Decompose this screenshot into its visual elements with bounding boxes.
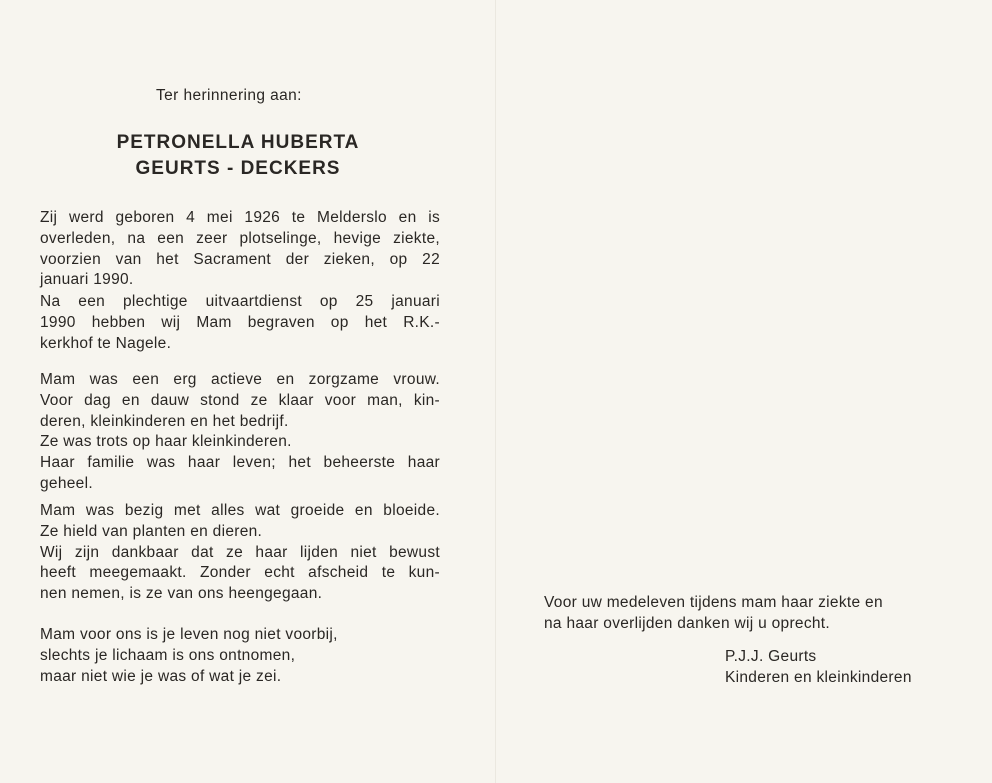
text-line: kerkhof te Nagele. <box>40 334 172 352</box>
signature-family: Kinderen en kleinkinderen <box>725 668 912 686</box>
text-line: geheel. <box>40 474 93 492</box>
text-line: deren, kleinkinderen en het bedrijf. <box>40 412 289 430</box>
text-line: Haar familie was haar leven; het beheerste haar <box>40 454 440 472</box>
text-line: januari 1990. <box>40 271 134 289</box>
text-line: slechts je lichaam is ons ontnomen, <box>40 646 296 664</box>
paragraph-poem <box>40 625 440 687</box>
text-line: Ze was trots op haar kleinkinderen. <box>40 433 292 451</box>
text-line: Voor uw medeleven tijdens mam haar ziekte en <box>544 594 883 611</box>
text-line: Zij werd geboren 4 mei 1926 te Melderslo en is <box>40 209 440 226</box>
text-line: nen nemen, is ze van ons heengegaan. <box>40 585 323 603</box>
paragraph-funeral <box>40 292 440 354</box>
text-line: heeft meegemaakt. Zonder echt afscheid te kun- <box>40 564 440 582</box>
signature-name: P.J.J. Geurts <box>725 648 817 665</box>
text-line: Mam voor ons is je leven nog niet voorbij, <box>40 626 338 643</box>
text-line: Wij zijn dankbaar dat ze haar lijden niet bewust <box>40 543 440 561</box>
intro-text: Ter herinnering aan: <box>156 87 302 104</box>
deceased-name-line1: PETRONELLA HUBERTA <box>116 132 360 153</box>
thanks-text <box>544 593 954 635</box>
signature <box>725 647 912 689</box>
paragraph-birth-death <box>40 208 440 291</box>
paragraph-nature <box>40 501 440 605</box>
text-line: overleden, na een zeer plotselinge, hevige ziekte, <box>40 229 440 247</box>
text-line: na haar overlijden danken wij u oprecht. <box>544 614 831 632</box>
paragraph-character <box>40 370 440 495</box>
text-line: Mam was bezig met alles wat groeide en bloeide. <box>40 502 440 519</box>
text-line: 1990 hebben wij Mam begraven op het R.K.- <box>40 313 440 331</box>
text-line: Voor dag en dauw stond ze klaar voor man, kin- <box>40 391 440 409</box>
deceased-name-line2: GEURTS - DECKERS <box>135 158 341 179</box>
text-line: maar niet wie je was of wat je zei. <box>40 667 282 685</box>
text-line: Mam was een erg actieve en zorgzame vrouw. <box>40 371 440 388</box>
text-line: Na een plechtige uitvaartdienst op 25 januari <box>40 293 440 310</box>
text-line: Ze hield van planten en dieren. <box>40 522 263 540</box>
text-line: voorzien van het Sacrament der zieken, op 22 <box>40 250 440 268</box>
